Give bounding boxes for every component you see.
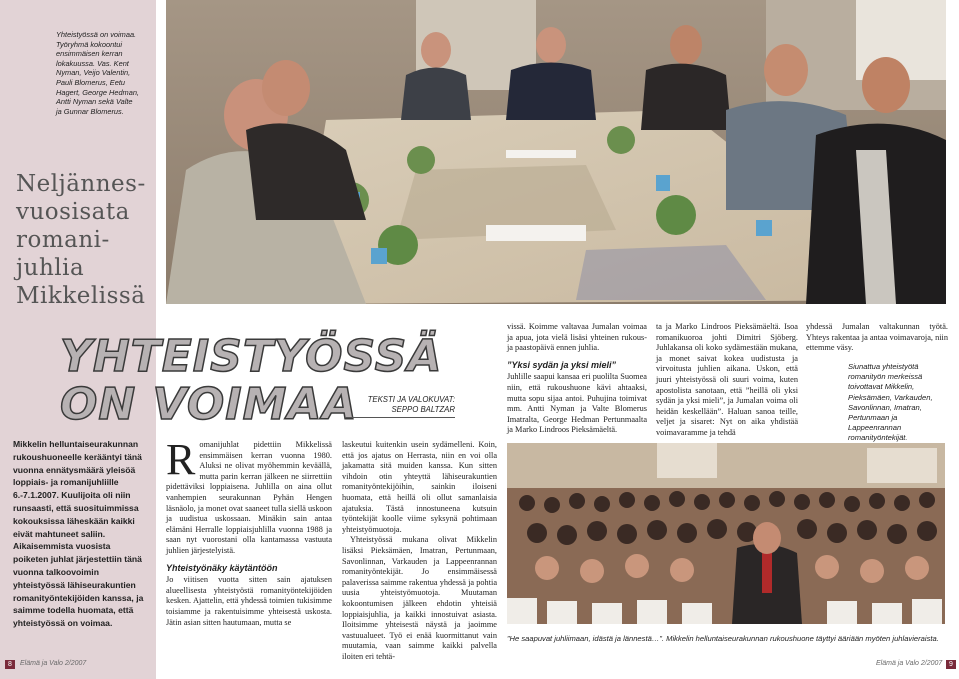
column-3-text-2: Juhlille saapui kansaa eri puolilta Suomea niin, että rukoushuone kävi ahtaaksi, mutta sopu sijaa antoi. Puhujina toimivat mm. Antti Nyman ja Valte Blomerus Imatralta, George Hedman Pertunmaalta ja Marko Lindroos Pieksämäeltä. (507, 372, 647, 435)
photo-caption-right: Siunattua yhteistyötä romanityön merkeissä toivottavat Mikkelin, Pieksämäen, Varkauden, Savonlinnan, Imatran, Pertunmaan ja Lappeenrannan romanityöntekijät. (848, 362, 933, 443)
page-number-right: 9 (946, 660, 956, 669)
subhead-yhteistyonaky: Yhteistyönäky käytäntöön (166, 562, 278, 573)
subhead-yksi-sydan: ”Yksi sydän ja yksi mieli” (507, 359, 617, 370)
article-column-1 (166, 435, 332, 628)
drop-cap: R (166, 435, 196, 484)
meeting-photo-illustration (166, 0, 946, 304)
article-column-4 (656, 322, 798, 439)
article-title-line1: YHTEISTYÖSSÄ (60, 331, 443, 382)
meeting-photo (166, 0, 946, 304)
column-1-text-2: Jo viitisen vuotta sitten sain ajatuksen alueellisesta yhteistyöstä romanityöntekijöiden kesken. Ajattelin, että yhdessä toimien tukisimme toisiamme ja rakentuisimme yhteisestä uskosta. Jätin asian sitten hautumaan, mutta se (166, 575, 332, 627)
page-number-left: 8 (5, 660, 15, 669)
article-column-3 (507, 322, 647, 436)
page-headline: Neljännes- vuosisata romani- juhlia Mikkelissä (16, 171, 146, 309)
byline-rule (345, 417, 455, 418)
lead-paragraph: Mikkelin helluntaiseurakunnan rukoushuoneelle kerääntyi tänä vuonna ennätysmäärä yleisöä loppiais- ja romanijuhliille 6.-7.1.2007. Kuulijoita oli niin runsaasti, että suosituimmissa kokouksissa läheskään kaikki eivät mahtuneet saliin. Aikaisemmista vuosista poiketen juhlat järjestettiin tänä vuonna talkoovoimin yhteistyössä lähiseurakuntien romanityöntekijöiden kanssa, ja saimme todella huomata, että yhteistyössä on voimaa. (13, 439, 144, 629)
byline: TEKSTI JA VALOKUVAT: SEPPO BALTZAR (367, 395, 455, 414)
audience-photo-illustration (507, 443, 945, 624)
audience-photo (507, 443, 945, 624)
photo-caption: Yhteistyössä on voimaa. Työryhmä kokoontui ensimmäisen kerran lokakuussa. Vas. Kent Nyman, Veijo Valentin, Pauli Blomerus, Eetu Hagert, George Hedman, Antti Nyman sekä Valte ja Gunnar Blomerus. (56, 30, 139, 116)
column-2-text: laskeutui kuitenkin usein sydämelleni. Koin, että jos ajatus on Herrasta, niin en voi olla jakamatta sitä muiden kanssa. Kun sitten vihdoin otin yhteyttä lähiseurakuntien romanityöntekijöihin, sainkin iloiseni huomata, että heillä oli ollut samanlaisia ajatuksia. Tästä innostuneena kutsuin työntekijät koolle viime syksynä pohtimaan yhteistyömuotoja. (342, 440, 497, 534)
column-4-text: ta ja Marko Lindroos Pieksämäeltä. Isoa romanikuoroa johti Dimitri Sjöberg. Juhlakansa oli koko sydämestään mukana, ja monet saivat kokea uudistusta ja virvoitusta juhlien aikana. Uskon, että juuri yhteistyössä oli suuri voima, kuten apostolista sanotaan, että ”heillä oli yksi sydän ja yksi mieli”, ja Jumalan voima oli heidän keskellään”. Haluan sanoa teille, veljet ja sisaret: Nyt on aika yhdistää voimavaramme ja tehdä (656, 322, 798, 437)
article-column-5 (806, 322, 948, 354)
photo-caption-bottom: ”He saapuvat juhliimaan, idästä ja lännestä…”. Mikkelin helluntaiseurakunnan rukoushuone täyttyi ääriään myöten juhlavieraista. (507, 634, 939, 643)
magazine-footer-left: Elämä ja Valo 2/2007 (20, 660, 87, 667)
column-2-text-2: Yhteistyössä mukana olivat Mikkelin lisäksi Pieksämäen, Imatran, Pertunmaan, Savonlinnan, Varkauden ja Lappeenrannan romanityöntekijät. Jo ensimmäisessä palaverissa saimme rakentua yhdessä ja pohtia uusia yhteistyömuotoja. Muutaman kokoontumisen jälkeen ehdotin yhteisiä loppiaisjuhlia, ja kaikki innostuivat asiasta. Iloitsimme yhteisestä näystä ja jaoimme vastuualueet. Työ ei enää kuormittanut vain muutamia, vaan saimme kaikki palvella iloiten eri tehtä- (342, 535, 497, 661)
article-title-line2: ON VOIMAA (60, 379, 358, 430)
magazine-footer-right: Elämä ja Valo 2/2007 (876, 660, 943, 667)
column-5-text: yhdessä Jumalan valtakunnan työtä. Yhteys rakentaa ja antaa voimavaroja, niin ettemme väsy. (806, 322, 948, 353)
column-3-text: vissä. Koimme valtavaa Jumalan voimaa ja apua, jota vielä lisäsi yhteinen rukous- ja paastopäivä ennen juhlia. (507, 322, 647, 353)
article-column-2 (342, 440, 497, 662)
column-1-text: omanijuhlat pidettiin Mikkelissä ensimmäisen kerran vuonna 1980. Aluksi ne olivat myöhemmin keväällä, mutta parin kerran jälkeen ne siirrettiin pidettäviksi loppiaisena. Juhlilla on aina ollut vanhempien seurakunnan Pyhän Hengen läsnäolo, ja monet ovat saaneet tulla siellä uskoon ja uudistua uskossaan. Minäkin sain antaa elämäni Herralle loppiaisjuhlilla vuonna 1988 ja saan nyt vuorostani olla kantamassa vastuuta juhlien järjestelyistä. (166, 440, 332, 555)
